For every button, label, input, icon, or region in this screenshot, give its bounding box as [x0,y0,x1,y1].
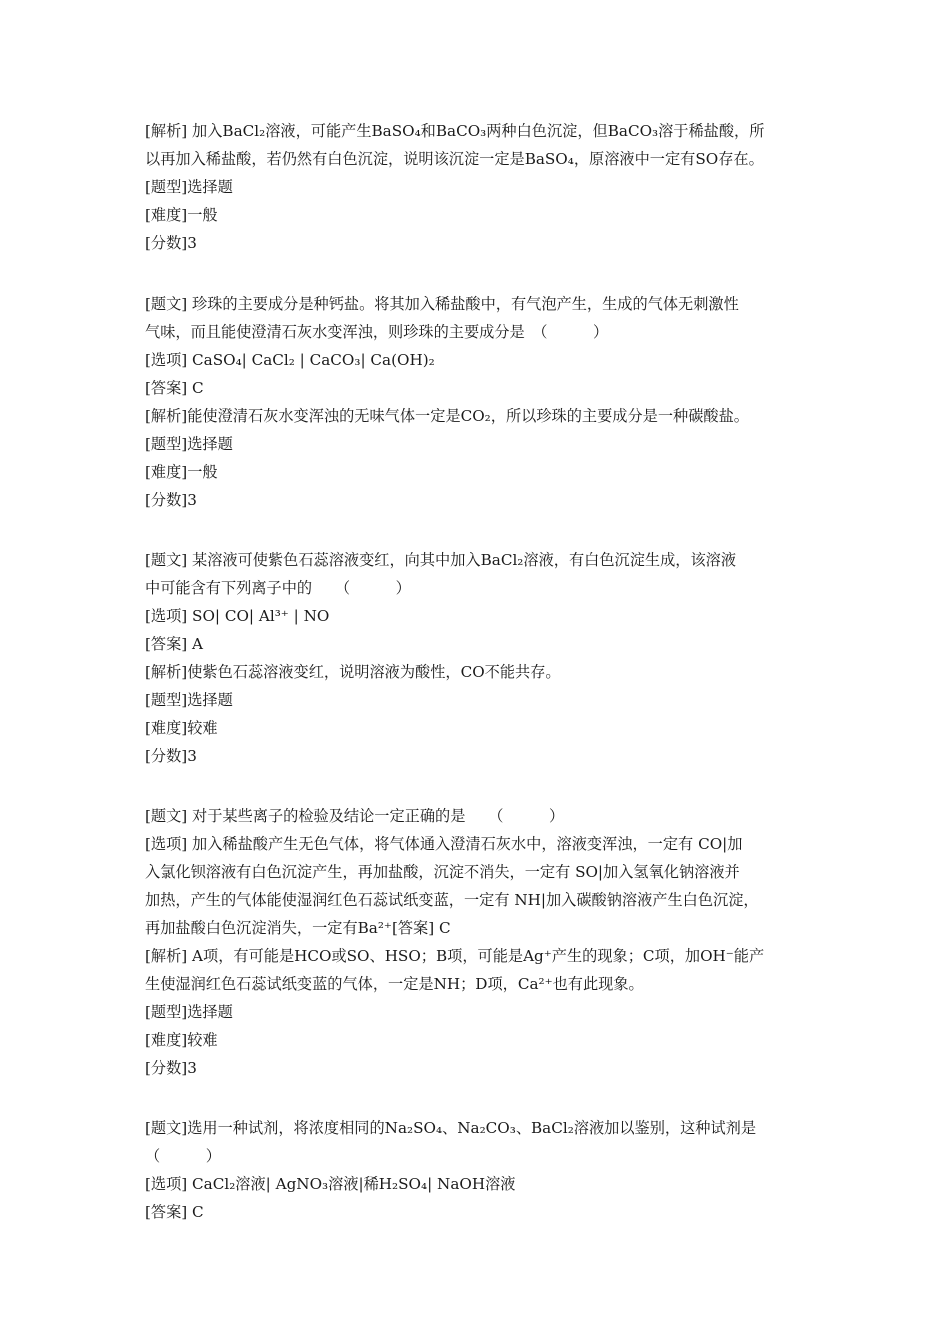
score: [分数]3 [145,491,197,509]
options: [选项] 加入稀盐酸产生无色气体，将气体通入澄清石灰水中，溶液变浑浊，一定有 CO|加 [145,835,743,853]
difficulty: [难度]较难 [145,1031,218,1049]
options: 入氯化钡溶液有白色沉淀产生，再加盐酸，沉淀不消失，一定有 SO|加入氢氧化钠溶液并 [145,863,740,881]
question-text: 中可能含有下列离子中的 （ ） [145,579,411,597]
score: [分数]3 [145,234,197,252]
options: 加热，产生的气体能使湿润红色石蕊试纸变蓝，一定有 NH|加入碳酸钠溶液产生白色沉淀， [145,891,759,909]
question-text: [题文] 对于某些离子的检验及结论一定正确的是 （ ） [145,807,565,825]
difficulty: [难度]一般 [145,206,218,224]
question-type: [题型]选择题 [145,178,233,196]
explanation: 生使湿润红色石蕊试纸变蓝的气体，一定是NH；D项，Ca²⁺也有此现象。 [145,975,644,993]
text-line: 以再加入稀盐酸，若仍然有白色沉淀，说明该沉淀一定是BaSO₄，原溶液中一定有SO存在。 [145,150,764,168]
question-type: [题型]选择题 [145,691,233,709]
options-and-answer: 再加盐酸白色沉淀消失，一定有Ba²⁺[答案] C [145,919,451,937]
answer: [答案] A [145,635,204,653]
text-line: [解析] 加入BaCl₂溶液，可能产生BaSO₄和BaCO₃两种白色沉淀，但BaCO₃溶于稀盐酸，所 [145,122,765,140]
difficulty: [难度]较难 [145,719,218,737]
difficulty: [难度]一般 [145,463,218,481]
question-text: [题文]选用一种试剂，将浓度相同的Na₂SO₄、Na₂CO₃、BaCl₂溶液加以鉴别，这种试剂是 [145,1119,757,1137]
options: [选项] CaSO₄| CaCl₂ | CaCO₃| Ca(OH)₂ [145,351,435,369]
question-text: [题文] 珍珠的主要成分是种钙盐。将其加入稀盐酸中，有气泡产生，生成的气体无刺激性 [145,295,739,313]
options: [选项] SO| CO| Al³⁺ | NO [145,607,330,625]
answer: [答案] C [145,379,204,397]
question-text: （ ） [145,1147,221,1165]
question-type: [题型]选择题 [145,435,233,453]
explanation: [解析] A项，有可能是HCO或SO、HSO；B项，可能是Ag⁺产生的现象；C项，加OH⁻能产 [145,947,765,965]
answer: [答案] C [145,1203,204,1221]
question-text: [题文] 某溶液可使紫色石蕊溶液变红，向其中加入BaCl₂溶液，有白色沉淀生成，该溶液 [145,551,737,569]
question-type: [题型]选择题 [145,1003,233,1021]
explanation: [解析]使紫色石蕊溶液变红，说明溶液为酸性，CO不能共存。 [145,663,561,681]
options: [选项] CaCl₂溶液| AgNO₃溶液|稀H₂SO₄| NaOH溶液 [145,1175,516,1193]
score: [分数]3 [145,1059,197,1077]
explanation: [解析]能使澄清石灰水变浑浊的无味气体一定是CO₂，所以珍珠的主要成分是一种碳酸盐。 [145,407,749,425]
score: [分数]3 [145,747,197,765]
question-text: 气味，而且能使澄清石灰水变浑浊，则珍珠的主要成分是 （ ） [145,323,609,341]
